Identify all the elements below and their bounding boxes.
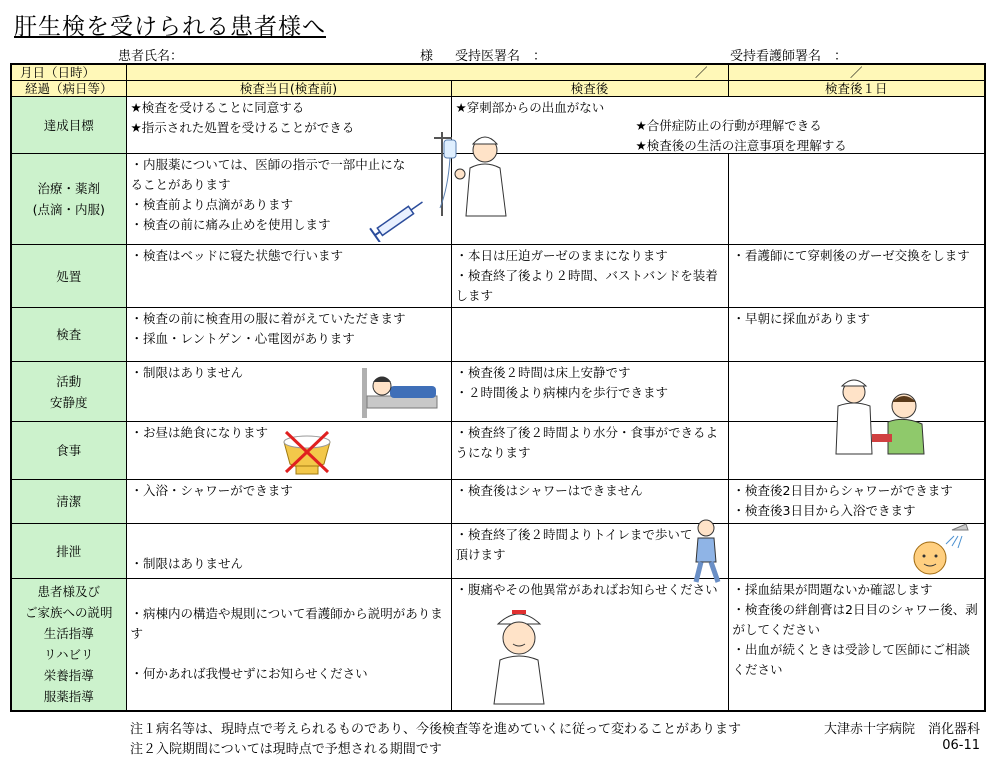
- sama-label: 様: [420, 49, 434, 64]
- blood-draw-illustration: [826, 374, 932, 456]
- row-label-treatment: [11, 154, 126, 245]
- date-row-label: 月日（日時）: [11, 64, 126, 81]
- shower-icon: [910, 522, 972, 578]
- list-item: ★指示された処置を受けることができる: [130, 120, 355, 135]
- hygiene-day-after: [728, 480, 985, 524]
- row-label-line: 服薬指導: [43, 689, 94, 705]
- date-slash-1: ／: [126, 64, 728, 81]
- list-item: ・検査終了後２時間より水分・食事ができるようになります: [455, 425, 719, 460]
- list-item: ・検査前より点滴があります: [130, 197, 294, 212]
- treatment-day-after: [728, 154, 985, 245]
- list-item: ・出血が続くときは受診して医師にご相談ください: [732, 642, 971, 677]
- list-item: ・検査の前に痛み止めを使用します: [130, 217, 331, 232]
- list-item: ・検査後3日目から入浴できます: [732, 503, 916, 518]
- procedure-after-exam: [451, 245, 728, 308]
- list-item: ・制限はありません: [130, 556, 244, 571]
- list-item: ・検査の前に検査用の服に着がえていただきます: [130, 311, 406, 326]
- procedure-day-after: [728, 245, 985, 308]
- row-label-line: 安静度: [49, 394, 88, 410]
- list-item: ・制限はありません: [130, 365, 244, 380]
- exam-after-exam: [451, 308, 728, 362]
- goal-day-of-exam: [126, 97, 451, 154]
- syringe-icon: [368, 196, 430, 242]
- row-label-exam: 検査: [11, 308, 126, 362]
- row-label-excretion: 排泄: [11, 524, 126, 579]
- list-item: ・検査終了後より２時間、バストバンドを装着します: [455, 268, 718, 303]
- list-item: ・腹痛やその他異常があればお知らせください: [455, 582, 718, 597]
- list-item: ・検査後はシャワーはできません: [455, 483, 643, 498]
- row-label-line: リハビリ: [43, 647, 94, 663]
- row-label-line: 活動: [56, 373, 82, 389]
- list-item: ・検査終了後２時間よりトイレまで歩いて頂けます: [455, 527, 693, 562]
- spacer: [131, 644, 447, 664]
- row-label-line: 生活指導: [43, 626, 94, 642]
- activity-after-exam: [451, 362, 728, 422]
- col-header-day-of-exam: 検査当日(検査前): [126, 81, 451, 97]
- table-row: [11, 480, 985, 524]
- walking-patient-icon: [690, 518, 726, 584]
- procedure-day-of-exam: [126, 245, 451, 308]
- exam-day-of-exam: [126, 308, 451, 362]
- list-item: ★穿刺部からの出血がない: [455, 100, 605, 115]
- list-item: ・本日は圧迫ガーゼのままになります: [455, 248, 668, 263]
- document-code: 06-11: [942, 738, 980, 753]
- table-row: [11, 524, 985, 579]
- no-meal-icon: [278, 428, 336, 476]
- list-item: ・採血・レントゲン・心電図があります: [130, 331, 355, 346]
- list-item: ・内服薬については、医師の指示で一部中止になることがあります: [130, 157, 406, 192]
- list-item: ・病棟内の構造や規則について看護師から説明があります: [130, 606, 443, 642]
- row-label-line: ご家族への説明: [24, 605, 113, 621]
- row-label-hygiene: 清潔: [11, 480, 126, 524]
- hospital-name: 大津赤十字病院 消化器科: [823, 722, 980, 737]
- excretion-after-exam: [451, 524, 728, 579]
- row-label-line: 患者様及び: [37, 584, 100, 600]
- list-item: ・採血結果が問題ないか確認します: [732, 582, 933, 597]
- list-item: ・入浴・シャワーができます: [130, 483, 293, 498]
- goal-after-exam: [451, 97, 985, 154]
- explain-day-of-exam: [126, 579, 451, 711]
- row-label-activity: [11, 362, 126, 422]
- table-row: [11, 245, 985, 308]
- date-row: [11, 64, 985, 81]
- bed-rest-illustration: [360, 368, 440, 420]
- list-item: ・お昼は絶食になります: [130, 425, 269, 440]
- explain-day-after: [728, 579, 985, 711]
- nurse-bowing-illustration: [488, 604, 550, 708]
- excretion-day-of-exam: [126, 524, 451, 579]
- page-title: 肝生検を受けられる患者様へ: [14, 14, 326, 40]
- row-label-goal: 達成目標: [11, 97, 126, 154]
- list-item: ★検査後の生活の注意事項を理解する: [635, 138, 847, 153]
- hygiene-after-exam: [451, 480, 728, 524]
- nurse-iv-illustration: [430, 128, 520, 220]
- meal-after-exam: [451, 422, 728, 480]
- row-label-meal: 食事: [11, 422, 126, 480]
- list-item: ・検査後2日目からシャワーができます: [732, 483, 953, 498]
- column-header-row: [11, 81, 985, 97]
- row-label-line: (点滴・内服): [32, 202, 105, 217]
- list-item: ・検査後２時間は床上安静です: [455, 365, 631, 380]
- col-header-after-exam: 検査後: [451, 81, 728, 97]
- list-item: ・２時間後より病棟内を歩行できます: [455, 385, 669, 400]
- row-label-line: 栄養指導: [43, 668, 94, 684]
- list-item: ★検査を受けることに同意する: [130, 100, 305, 115]
- list-item: ・何かあれば我慢せずにお知らせください: [130, 666, 368, 682]
- date-slash-2: ／: [728, 64, 985, 81]
- footer-note-1: 注１病名等は、現時点で考えられるものであり、今後検査等を進めていくに従って変わることがあります: [130, 722, 742, 737]
- row-label-explain: [11, 579, 126, 711]
- nurse-signature-label: 受持看護師署名 ：: [730, 49, 848, 64]
- hygiene-day-of-exam: [126, 480, 451, 524]
- list-item: ・検査後の絆創膏は2日目のシャワー後、剥がしてください: [732, 602, 978, 637]
- list-item: ・早朝に採血があります: [732, 311, 871, 326]
- list-item: ★合併症防止の行動が理解できる: [635, 118, 822, 133]
- table-row: [11, 308, 985, 362]
- row-label-procedure: 処置: [11, 245, 126, 308]
- progress-label: 経過（病日等）: [11, 81, 126, 97]
- doctor-signature-label: 受持医署名 ：: [455, 49, 547, 64]
- exam-day-after: [728, 308, 985, 362]
- list-item: ・検査はベッドに寝た状態で行います: [130, 248, 344, 263]
- patient-name-label: 患者氏名：: [118, 49, 184, 64]
- list-item: ・看護師にて穿刺後のガーゼ交換をします: [732, 248, 970, 263]
- col-header-day-after: 検査後１日: [728, 81, 985, 97]
- footer-note-2: 注２入院期間については現時点で予想される期間です: [130, 742, 442, 757]
- row-label-line: 治療・薬剤: [37, 181, 100, 196]
